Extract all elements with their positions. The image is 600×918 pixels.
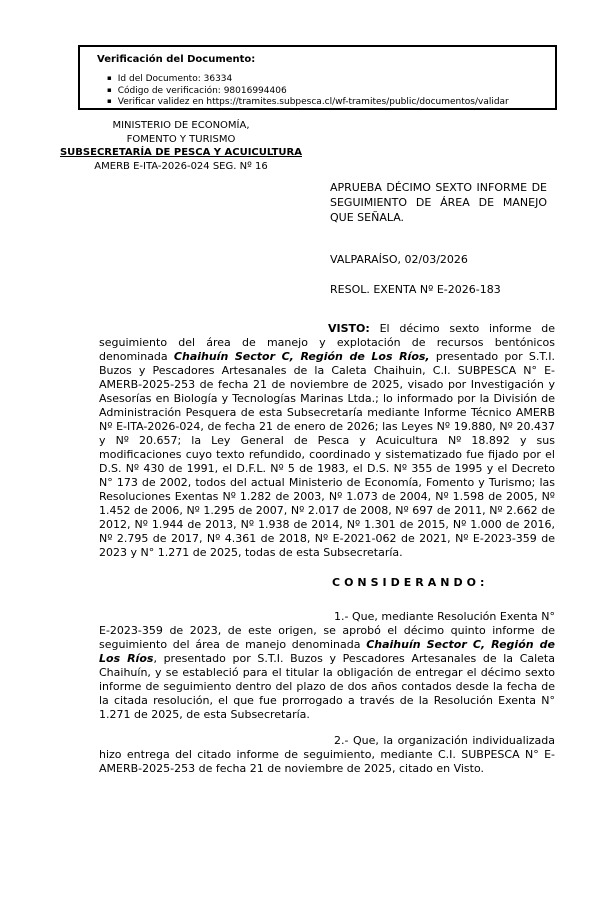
considerando-paragraph-1 <box>99 610 555 722</box>
text-segment: , presentado por S.T.I. Buzos y Pescadores Artesanales de la Caleta Chaihuín, y se estableció para el titular la obligación de entregar el décimo sexto informe de seguimiento dentro del plazo de dos años contados desde la fecha de la citada resolución, el que fue prorrogado a través de la Resolución Exenta N° 1.271 de 2025, de esta Subsecretaría. <box>99 652 555 721</box>
letterhead <box>30 119 332 173</box>
considerando-paragraph-2 <box>99 734 555 776</box>
verification-url-text: Verificar validez en https://tramites.subpesca.cl/wf-tramites/public/documentos/validar <box>117 97 509 107</box>
ministry-line-1: MINISTERIO DE ECONOMÍA, <box>112 120 250 131</box>
text-segment: 1.- Que, mediante Resolución Exenta N° E-2023-359 de 2023, de este origen, se aprobó el décimo quinto informe de seguimiento del área de manejo denominada <box>99 610 556 651</box>
document-body <box>99 322 555 776</box>
list-item <box>107 73 555 85</box>
text-segment: 2.- Que, la organización individualizada hizo entrega del citado informe de seguimiento, mediante C.I. SUBPESCA N° E-AMERB-2025-253 de fecha 21 de noviembre de 2025, citado en Visto. <box>99 734 555 775</box>
bullet-icon: ▪ <box>107 74 112 82</box>
verification-list <box>107 73 555 108</box>
visto-paragraph <box>99 322 555 560</box>
document-id-text: Id del Documento: 36334 <box>117 74 233 84</box>
considerando-heading: CONSIDERANDO: <box>332 576 489 589</box>
verification-title: Verificación del Documento: <box>97 54 256 65</box>
verification-code-text: Código de verificación: 98016994406 <box>117 85 287 96</box>
verification-box <box>78 45 557 110</box>
bullet-icon: ▪ <box>107 97 112 105</box>
place-date: VALPARAÍSO, 02/03/2026 <box>330 253 468 266</box>
resolution-number: RESOL. EXENTA Nº E-2026-183 <box>330 283 501 296</box>
text-segment: presentado por S.T.I. Buzos y Pescadores Artesanales de la Caleta Chaihuin, C.I. SUBPESCA N° E-AMERB-2025-253 de fecha 21 de noviembre de 2025, visado por Investigación y Asesorías en Biología y Tecnologías Marinas Ltda.; lo informado por la División de Administración Pesquera de esta Subsecretaría mediante Informe Técnico AMERB Nº E-ITA-2026-024, de fecha 21 de enero de 2026; las Leyes Nº 19.880, Nº 20.437 y Nº 20.657; la Ley General de Pesca y Acuicultura Nº 18.892 y sus modificaciones cuyo texto refundido, coordinado y sistematizado fue fijado por el D.S. Nº 430 de 1991, el D.F.L. Nº 5 de 1983, el D.S. Nº 355 de 1995 y el Decreto N° 173 de 2002, todos del actual Ministerio de Economía, Fomento y Turismo; las Resoluciones Exentas Nº 1.282 de 2003, Nº 1.073 de 2004, Nº 1.598 de 2005, Nº 1.452 de 2006, Nº 1.295 de 2007, Nº 2.017 de 2008, Nº 697 de 2011, Nº 2.662 de 2012, Nº 1.944 de 2013, Nº 1.938 de 2014, Nº 1.301 de 2015, Nº 1.000 de 2016, Nº 2.795 de 2017, Nº 4.361 de 2018, Nº E-2021-062 de 2021, Nº E-2023-359 de 2023 y N° 1.271 de 2025, todas de esta Subsecretaría. <box>99 350 556 559</box>
text-segment: El décimo sexto informe de seguimiento del área de manejo y explotación de recursos bentónicos denominada <box>99 322 555 363</box>
ministry-line-2: FOMENTO Y TURISMO <box>126 133 236 145</box>
subsecretaria-line: SUBSECRETARÍA DE PESCA Y ACUICULTURA <box>59 147 302 158</box>
reference-line: AMERB E-ITA-2026-024 SEG. Nº 16 <box>94 160 268 172</box>
text-segment: Chaihuín Sector C, Región de Los Ríos, <box>173 350 430 363</box>
resolution-subject: APRUEBA DÉCIMO SEXTO INFORME DE SEGUIMIENTO DE ÁREA DE MANEJO QUE SEÑALA. <box>330 181 547 224</box>
bullet-icon: ▪ <box>107 85 112 94</box>
title-block <box>330 180 547 296</box>
text-segment: VISTO: <box>328 322 370 335</box>
text-segment: Chaihuín Sector C, Región de Los Ríos <box>99 638 555 665</box>
list-item <box>107 96 555 108</box>
list-item <box>107 85 555 97</box>
